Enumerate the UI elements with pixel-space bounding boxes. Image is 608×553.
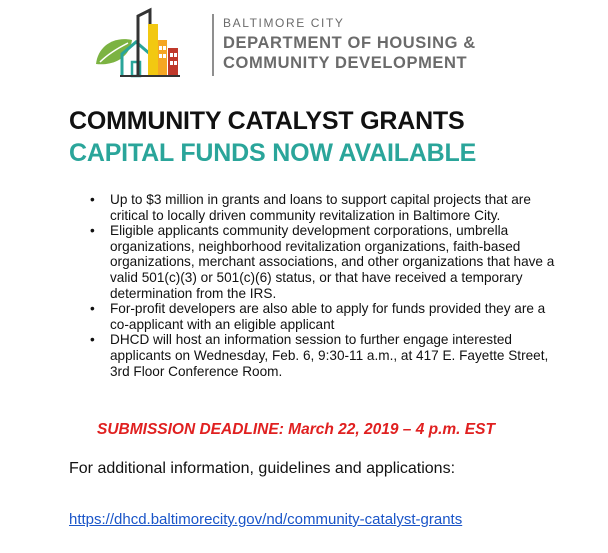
bullet-list bbox=[88, 192, 558, 379]
logo-department-line2: COMMUNITY DEVELOPMENT bbox=[223, 53, 468, 72]
info-text: For additional information, guidelines and applications: bbox=[69, 460, 456, 477]
list-item bbox=[88, 332, 558, 379]
logo-text bbox=[223, 17, 476, 74]
bullet-text: Up to $3 million in grants and loans to support capital projects that are critical to locally driven community revitalization in Baltimore City. bbox=[110, 192, 531, 223]
submission-deadline: SUBMISSION DEADLINE: March 22, 2019 – 4 p.m. EST bbox=[97, 421, 495, 438]
page-title bbox=[69, 107, 476, 168]
dhcd-logo bbox=[92, 6, 522, 82]
logo-department-line1: DEPARTMENT OF HOUSING & bbox=[223, 34, 476, 52]
bullet-icon: • bbox=[90, 223, 95, 239]
bullet-icon: • bbox=[90, 332, 95, 348]
bullet-icon: • bbox=[90, 301, 95, 317]
dhcd-logo-mark-icon bbox=[92, 6, 204, 82]
bullet-icon: • bbox=[90, 192, 95, 207]
logo-divider bbox=[212, 14, 214, 76]
logo-city: BALTIMORE CITY bbox=[223, 16, 345, 30]
list-item bbox=[88, 223, 558, 301]
grants-link[interactable]: https://dhcd.baltimorecity.gov/nd/community-catalyst-grants bbox=[69, 511, 463, 528]
bullet-text: DHCD will host an information session to further engage interested applicants on Wednesday, Feb. 6, 9:30-11 a.m., at 417 E. Fayette Street, 3rd Floor Conference Room. bbox=[110, 332, 549, 379]
title-main: COMMUNITY CATALYST GRANTS bbox=[69, 107, 465, 135]
bullet-text: Eligible applicants community development corporations, umbrella organizations, neighborhood revitalization organizations, faith-based organizations, merchant associations, and other organizations that have a valid 501(c)(3) or 501(c)(6) status, or that have received a temporary determination from the IRS. bbox=[110, 223, 555, 301]
bullet-text: For-profit developers are also able to apply for funds provided they are a co-applicant with an eligible applicant bbox=[110, 301, 546, 332]
title-sub: CAPITAL FUNDS NOW AVAILABLE bbox=[69, 139, 477, 167]
list-item bbox=[88, 301, 558, 332]
list-item bbox=[88, 192, 558, 223]
